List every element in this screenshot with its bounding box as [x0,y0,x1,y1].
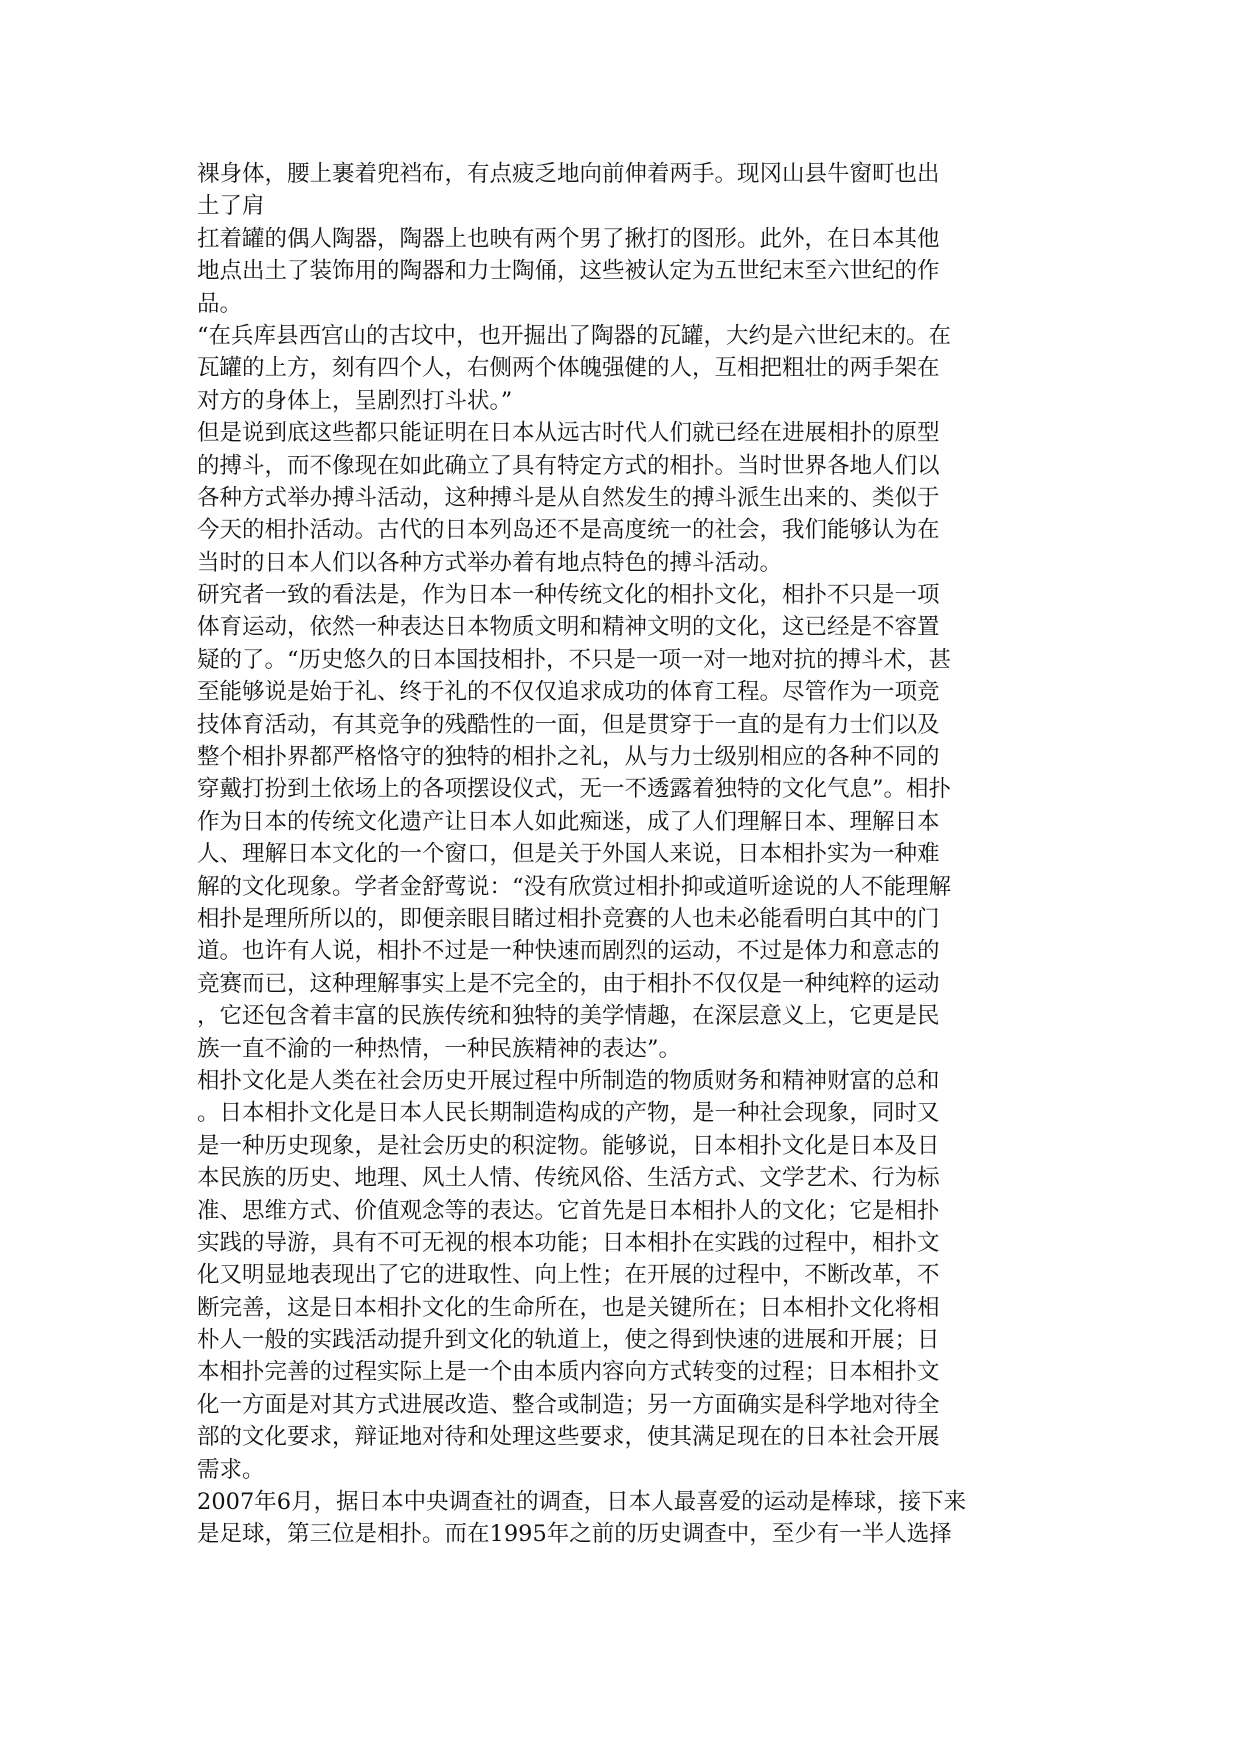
text-line: 准、思维方式、价值观念等的表达。它首先是日本相扑人的文化；它是相扑 [197,1197,940,1224]
text-line: 扛着罐的偶人陶器，陶器上也映有两个男了揪打的图形。此外，在日本其他 [197,225,940,252]
text-line: 。日本相扑文化是日本人民长期制造构成的产物，是一种社会现象，同时又 [197,1100,940,1127]
text-line: 今天的相扑活动。古代的日本列岛还不是高度统一的社会，我们能够认为在 [197,517,940,544]
text-line: 族一直不渝的一种热情，一种民族精神的表达”。 [197,1035,682,1062]
text-line: 本民族的历史、地理、风土人情、传统风俗、生活方式、文学艺术、行为标 [197,1165,940,1192]
text-line: ，它还包含着丰富的民族传统和独特的美学情趣，在深层意义上，它更是民 [197,1003,940,1030]
text-line: 穿戴打扮到土依场上的各项摆设仪式，无一不透露着独特的文化气息”。相扑 [197,776,952,803]
document-body-text [197,158,1047,1551]
text-line: “在兵库县西宫山的古坟中，也开掘出了陶器的瓦罐，大约是六世纪末的。在 [197,322,952,349]
text-line: 整个相扑界都严格恪守的独特的相扑之礼，从与力士级别相应的各种不同的 [197,744,940,771]
text-line: 瓦罐的上方，刻有四个人，右侧两个体魄强健的人，互相把粗壮的两手架在 [197,355,940,382]
text-line: 需求。 [197,1456,265,1483]
text-line: 化一方面是对其方式进展改造、整合或制造；另一方面确实是科学地对待全 [197,1391,940,1418]
text-line: 地点出土了装饰用的陶器和力士陶俑，这些被认定为五世纪末至六世纪的作 [197,258,940,285]
text-line: 是一种历史现象，是社会历史的积淀物。能够说，日本相扑文化是日本及日 [197,1132,940,1159]
text-line: 相扑文化是人类在社会历史开展过程中所制造的物质财务和精神财富的总和 [197,1067,940,1094]
text-line: 研究者一致的看法是，作为日本一种传统文化的相扑文化，相扑不只是一项 [197,582,940,609]
text-line: 各种方式举办搏斗活动，这种搏斗是从自然发生的搏斗派生出来的、类似于 [197,484,940,511]
text-line: 技体育活动，有其竞争的残酷性的一面，但是贯穿于一直的是有力士们以及 [197,711,940,738]
text-line: 竞赛而已，这种理解事实上是不完全的，由于相扑不仅仅是一种纯粹的运动 [197,970,940,997]
text-line: 相扑是理所所以的，即便亲眼目睹过相扑竞赛的人也未必能看明白其中的门 [197,905,940,932]
text-line: 2007年6月，据日本中央调查社的调查，日本人最喜爱的运动是棒球，接下来 [197,1489,967,1516]
text-line: 本相扑完善的过程实际上是一个由本质内容向方式转变的过程；日本相扑文 [197,1359,940,1386]
text-line: 体育运动，依然一种表达日本物质文明和精神文明的文化，这已经是不容置 [197,614,940,641]
text-line: 土了肩 [197,193,265,220]
text-line: 对方的身体上，呈剧烈打斗状。” [197,387,513,414]
text-line: 人、理解日本文化的一个窗口，但是关于外国人来说，日本相扑实为一种难 [197,841,940,868]
text-line: 断完善，这是日本相扑文化的生命所在，也是关键所在；日本相扑文化将相 [197,1294,940,1321]
text-line: 疑的了。“历史悠久的日本国技相扑，不只是一项一对一地对抗的搏斗术，甚 [197,646,952,673]
text-line: 实践的导游，具有不可无视的根本功能；日本相扑在实践的过程中，相扑文 [197,1229,940,1256]
text-line: 朴人一般的实践活动提升到文化的轨道上，使之得到快速的进展和开展；日 [197,1327,940,1354]
text-line: 道。也许有人说，相扑不过是一种快速而剧烈的运动，不过是体力和意志的 [197,938,940,965]
text-line: 裸身体，腰上裹着兜裆布，有点疲乏地向前伸着两手。现冈山县牛窗町也出 [197,161,940,187]
text-line: 至能够说是始于礼、终于礼的不仅仅追求成功的体育工程。尽管作为一项竞 [197,679,940,706]
text-line: 化又明显地表现出了它的进取性、向上性；在开展的过程中，不断改革，不 [197,1262,940,1289]
text-line: 的搏斗，而不像现在如此确立了具有特定方式的相扑。当时世界各地人们以 [197,452,940,479]
text-line: 当时的日本人们以各种方式举办着有地点特色的搏斗活动。 [197,549,783,576]
text-line: 作为日本的传统文化遗产让日本人如此痴迷，成了人们理解日本、理解日本 [197,808,940,835]
text-line: 但是说到底这些都只能证明在日本从远古时代人们就已经在进展相扑的原型 [197,420,940,447]
text-line: 部的文化要求，辩证地对待和处理这些要求，使其满足现在的日本社会开展 [197,1424,940,1451]
text-line: 是足球，第三位是相扑。而在1995年之前的历史调查中，至少有一半人选择 [197,1521,952,1548]
text-line: 品。 [197,290,243,317]
text-line: 解的文化现象。学者金舒莺说：“没有欣赏过相扑抑或道听途说的人不能理解 [197,873,952,900]
